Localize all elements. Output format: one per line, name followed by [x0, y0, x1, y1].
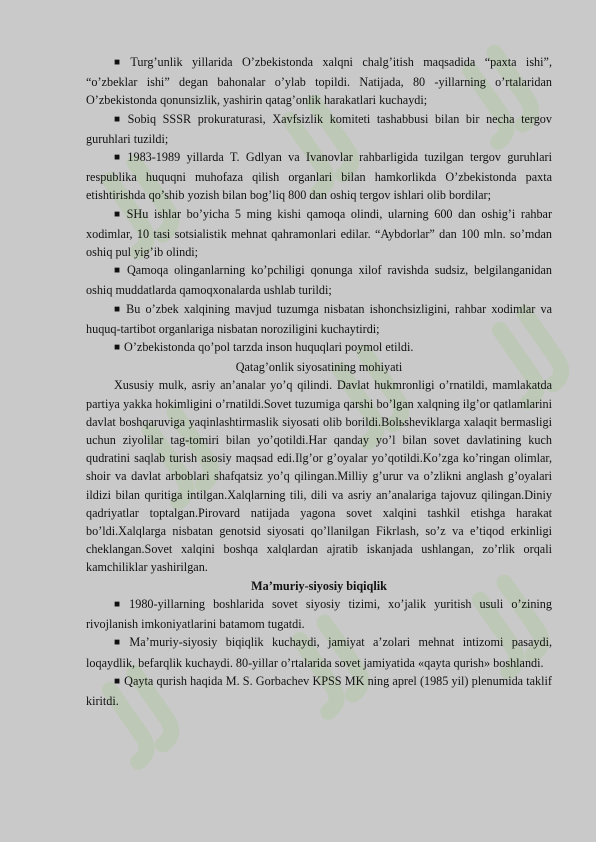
bullet-paragraph: ■ Turg’unlik yillarida O’zbekistonda xalqni chalg’itish maqsadida “paxta ishi”, “o’zbeklar ishi” degan bahonalar o’ylab topildi. Natijada, 80 -yillarning o’rtalaridan O’zbekistonda qonunsizlik, yashirin qatag’onlik harakatlari kuchaydi;: [86, 53, 552, 110]
bullet-paragraph: ■ O’zbekistonda qo’pol tarzda inson huquqlari poymol etildi.: [86, 338, 552, 358]
document-body: [86, 53, 552, 710]
bullet-paragraph: ■ Bu o’zbek xalqining mavjud tuzumga nisbatan ishonchsizligini, rahbar xodimlar va huquq-tartibot organlariga nisbatan noroziligini kuchaytirdi;: [86, 300, 552, 338]
body-paragraph: Xususiy mulk, asriy an’analar yo’q qilindi. Davlat hukmronligi o’rnatildi, mamlakatda partiya yakka hokimligini o’rnatildi.Sovet tuzumiga qarshi bo’lgan xalqning ilg’or qatlamlarini davlat boshqaruviga yaqinlashtirmaslik siyosati olib borildi.Bolьsheviklarga xalaqit bermasligi uchun ziyolilar tag-tomiri bilan yo’qotildi.Har qanday yo’l bilan sovet davlatining kuch qudratini saqlab turish asosiy maqsad edi.Ilg’or g’oyalar yo’qotildi.Ko’zga ko’ringan olimlar, shoir va davlat arboblari shafqatsiz yo’q qilingan.Milliy g’urur va o’zlikni anglash g’oyalari ildizi bilan quritiga intilgan.Xalqlarning tili, dili va asriy an’analariga tajovuz qilingan.Diniy qadriyatlar toptalgan.Pirovard natijada yagona sovet xalqini tashkil etishga harakat bo’ldi.Xalqlarga nisbatan genotsid siyosati qo’llanilgan Fikrlash, so’z va e’tiqod erkinligi cheklangan.Sovet xalqini boshqa xalqlardan ajratib iskanjada ushlangan, zo’rlik orqali kamchiliklar yashirilgan.: [86, 378, 552, 575]
bullet-paragraph: ■ 1980-yillarning boshlarida sovet siyosiy tizimi, xo’jalik yuritish usuli o’zining rivojlanish imkoniyatlarini batamom tugatdi.: [86, 595, 552, 633]
section-heading-bold: Ma’muriy-siyosiy biqiqlik: [251, 578, 387, 593]
bullet-paragraph: ■ Qayta qurish haqida M. S. Gorbachev KPSS MK ning aprel (1985 yil) plenumida taklif kiritdi.: [86, 672, 552, 710]
bullet-paragraph: ■ Sobiq SSSR prokuraturasi, Xavfsizlik komiteti tashabbusi bilan bir necha tergov guruhlari tuzildi;: [86, 110, 552, 148]
bullet-paragraph: ■ Qamoqa olinganlarning ko’pchiligi qonunga xilof ravishda sudsiz, belgilanganidan oshiq muddatlarda qamoqxonalarda ushlab turildi;: [86, 261, 552, 299]
bullet-paragraph: ■ Ma’muriy-siyosiy biqiqlik kuchaydi, jamiyat a’zolari mehnat intizomi pasaydi, loqaydlik, befarqlik kuchaydi. 80-yillar o’rtalarida sovet jamiyatida «qayta qurish» boshlandi.: [86, 633, 552, 671]
bullet-paragraph: ■ 1983-1989 yillarda T. Gdlyan va Ivanovlar rahbarligida tuzilgan tergov guruhlari respublika huquqni muhofaza qilish organlari bilan hamkorlikda O’zbekistonda paxta etishtirishda qo’shib yozish bilan bog’liq 800 dan oshiq tergov ishlari olib bordilar;: [86, 148, 552, 205]
bullet-paragraph: ■ SHu ishlar bo’yicha 5 ming kishi qamoqa olindi, ularning 600 dan oshig’i rahbar xodimlar, 10 tasi sotsialistik mehnat qahramonlari edilar. “Aybdorlar” dan 100 mln. so’mdan oshiq pul yig’ib olindi;: [86, 205, 552, 262]
section-heading: Qatag’onlik siyosatining mohiyati: [235, 360, 403, 375]
